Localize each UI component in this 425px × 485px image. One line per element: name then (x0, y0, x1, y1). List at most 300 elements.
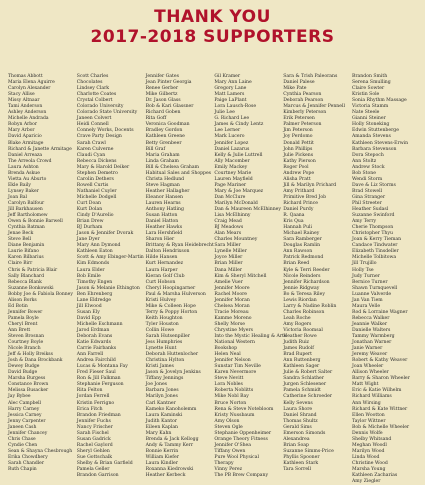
supporter-name: Connely Works, Docents (76, 128, 134, 134)
supporter-name: Gianni Steiner (351, 116, 386, 122)
supporter-name: Cyndie Chen (8, 442, 38, 448)
supporter-name: Brandon Friedman (76, 412, 121, 418)
supporter-name: Joan Wheeler (351, 364, 384, 370)
supporter-name: Cheryl Hoopingarner (145, 285, 196, 291)
supporter-name: Hilde Hansen (145, 255, 178, 261)
supporter-name: Andrea Fairchild (76, 358, 116, 364)
supporter-name: Blake Armitage (8, 140, 44, 146)
supporter-name: Fred Fieser Saul (76, 370, 116, 376)
supporter-name: Bob Emile (76, 273, 101, 279)
supporter-name: Rebecca Dickens (76, 158, 117, 164)
supporter-name: Andy & Tammy Kerr (145, 442, 194, 448)
supporter-name: Orange Theory Fitness (214, 436, 268, 442)
supporter-name: Keith Houghton (145, 315, 183, 321)
supporter-name: Roger Pool (283, 164, 309, 170)
supporter-name: Nate Steele (351, 110, 380, 116)
supporter-name: Steve Bell (8, 237, 32, 243)
supporter-name: Matt Wight (351, 382, 379, 388)
header (0, 0, 425, 68)
supporter-name: Judith Kantor (145, 418, 178, 424)
supporter-name: Jeannie Walker (351, 321, 388, 327)
supporter-name: Carolin Dethers (76, 176, 114, 182)
supporter-name: Mary Ann Laine (214, 80, 252, 86)
supporter-name: Tami Anderson (8, 104, 43, 110)
supporter-name: Brian Miller (214, 261, 243, 267)
supporter-name: Sheryl Gehlen (76, 448, 110, 454)
supporter-name: Kurt Dolan (76, 207, 103, 213)
supporter-name: Mike Nobl Bay (214, 394, 249, 400)
supporter-name: Kathleen Greene (145, 134, 185, 140)
supporter-name: Rod & Lorraine Wagner (351, 309, 408, 315)
supporter-name: Nicole Reinders (283, 273, 321, 279)
supporter-name: David Budge (8, 370, 38, 376)
supporter-name: Sarah Chandler (8, 461, 44, 466)
supporter-name: Allison Wheeler (351, 370, 389, 376)
supporter-name: Sarah Fischel (76, 430, 109, 436)
supporter-name: Tammy Warmberg (351, 334, 395, 340)
supporter-name: Jason & Melanie Ethington (76, 285, 140, 291)
supporter-name: Sarah Hutsenpiller (145, 334, 190, 340)
supporter-name: Chocolates (76, 80, 103, 86)
supporter-name: Christine Wood (351, 461, 388, 466)
supporter-name: Alisha Pratt (283, 176, 311, 182)
supporter-name: Jessica Carney (8, 412, 42, 418)
supporter-name: Holly Stoneking (351, 122, 390, 128)
supporter-name: Lora Lausch-Rose (214, 104, 257, 110)
supporter-name: John Phillips (283, 146, 313, 152)
supporter-name: Jill Trujillo (351, 261, 377, 267)
supporter-name: Kathleen Stark (283, 461, 319, 466)
supporter-name: Lewis Riordan (283, 297, 317, 303)
supporter-name: Ann Wirsing (351, 400, 381, 406)
supporter-name: Bookshop (214, 346, 238, 352)
supporter-name: Daniel Lazarus (214, 146, 250, 152)
supporter-name: Katie Edwards (76, 340, 111, 346)
supporter-name: Ann Stoltz (351, 158, 377, 164)
supporter-name: Tiffany Owen (214, 448, 246, 454)
supporter-name: Phil Streeter (351, 200, 382, 206)
supporter-name: Kurt Hernandez (145, 261, 184, 267)
supporter-name: Therapy (214, 461, 234, 466)
supporter-name: Kristi Hulvey (145, 297, 177, 303)
supporter-name: Bob & Michelle Wheeler (351, 424, 410, 430)
supporter-name: Alexandrea (283, 436, 310, 442)
supporter-name: Jill & Marilyn Prichard (283, 182, 337, 188)
supporter-name: James & Cindy Lentz (214, 122, 264, 128)
supporter-name: Courtney Boyle (8, 340, 44, 346)
supporter-name: Jennifer Lopez (214, 140, 249, 146)
supporter-name: Kristi James (145, 364, 174, 370)
supporter-name: Pure Wool Physical (214, 454, 259, 460)
supporter-name: Anthony Hatling (145, 207, 184, 213)
supporter-name: Jill Barkhausen (8, 207, 43, 213)
supporter-name: Ed Botin (8, 303, 28, 309)
supporter-name: Richard Goben (145, 110, 181, 116)
supporter-name: Laura Shore (283, 406, 313, 412)
supporter-name: Sue Gottschalk (76, 454, 113, 460)
supporter-name: Curt Hobson (145, 279, 176, 285)
supporter-name: Lynette Hunt (145, 346, 177, 352)
supporter-name: Serena Smulling (351, 80, 391, 86)
supporter-name: Chrystine Myers (214, 327, 254, 333)
supporter-name: Jennifer Bower (8, 309, 43, 315)
supporter-name: Maria Elena Aguirre (8, 80, 55, 86)
supporter-name: Steve Hagman (145, 182, 180, 188)
supporter-name: Kathy Pierson (283, 158, 316, 164)
supporter-name: Amelie Vuer (214, 279, 243, 285)
supporter-name: Craig Mead (214, 219, 242, 225)
supporter-name: Laura Kindler (145, 461, 178, 466)
supporter-name: Primitive Bred Job (283, 194, 327, 200)
supporter-name: Emily Mackey (214, 164, 248, 170)
supporter-name: Dan McClure (214, 194, 246, 200)
supporter-name: Vietta Au Aburto (8, 176, 47, 182)
supporter-name: Kameko Kanoholemm (145, 406, 197, 412)
supporter-name: Lindsey Clark (76, 86, 110, 92)
supporter-name: Amy Ziegler (351, 479, 381, 485)
supporter-name: Amy Olson (214, 418, 240, 424)
supporter-name: Jenny Carpenter (8, 418, 46, 424)
supporter-name: G. Richard Lee (214, 116, 250, 122)
supporter-name: Helen Neal (214, 352, 241, 358)
supporter-name: Alison Borks (8, 297, 37, 303)
supporter-name: Suzanne Swinford (351, 213, 395, 219)
supporter-name: Jason & Jennifer Dvorak (76, 231, 134, 237)
supporter-name: Stephen Demetro (76, 170, 118, 176)
supporter-name: Dewey Budge (8, 364, 40, 370)
supporter-name: Jonathan Warner (351, 340, 392, 346)
supporter-name: Kimberly Peterson (283, 110, 327, 116)
supporter-name: Lisa McElhinny (214, 213, 251, 219)
supporter-name: Lynsey Baker (8, 188, 39, 194)
supporter-name: Christa Hedlund (145, 176, 185, 182)
supporter-name: Julie Pickens (283, 152, 314, 158)
supporter-name: National Western (214, 340, 255, 346)
supporter-name: Erica Fitch (76, 406, 103, 412)
supporter-name: Pamela Schmidt (283, 388, 321, 394)
supporter-name: Roxanna Kiedrowski (145, 467, 194, 473)
supporter-name: Linda Wood (351, 454, 380, 460)
supporter-name: Heather Hallagher (145, 188, 190, 194)
supporter-name: Jim Peterson (283, 128, 313, 134)
supporter-name: Sandra Schlather (283, 376, 324, 382)
supporter-name: Eric & Katie Wilhelm (351, 388, 402, 394)
supporter-name: Luanne Valverde (351, 291, 392, 297)
supporter-name: Brad Rupert (283, 352, 313, 358)
supporter-name: R. Qaana (283, 213, 305, 219)
supporter-name: Marcus & Jennifer Pennell (283, 104, 345, 110)
supporter-name: Veronica Goodman (145, 122, 190, 128)
supporter-name: Sunstar Tim Neville (214, 364, 261, 370)
supporter-name: BJ Durham (76, 225, 103, 231)
supporter-name: Patrick Redmond (283, 255, 324, 261)
supporter-name: Lane Eldredge (76, 297, 112, 303)
supporter-name: Rebecca Walker (351, 315, 390, 321)
supporter-name: Steven Ogle (214, 424, 243, 430)
supporter-name: Robert & Kathy Weaver (351, 358, 408, 364)
supporter-name: Into the Mystic Healing & Arts (214, 334, 287, 340)
supporter-name: Mike Gilbertz (145, 92, 178, 98)
supporter-name: David Aparicio (8, 134, 42, 140)
supporter-name: Carolyn Alexander (8, 86, 51, 92)
supporter-name: Steven Brosnan (8, 334, 45, 340)
supporter-name: Claire Birr (8, 261, 33, 267)
supporter-name: Daniel Shrand (283, 412, 317, 418)
supporter-name: Brian Drew (76, 219, 104, 225)
supporter-name: Karen Culverne (76, 146, 114, 152)
supporter-name: Laura Elder (76, 267, 105, 273)
supporter-name: Richard & Janette Armitage (8, 146, 72, 152)
supporter-name: Owen & Bonnie Barwell (8, 219, 63, 225)
supporter-name: Ben Ehrenberg (76, 291, 113, 297)
supporter-name: Kathleen Zacharias (351, 473, 398, 479)
supporters-columns (8, 74, 420, 485)
supporter-name: Jeff Bartholomew (8, 213, 48, 219)
supporter-name: Mary Ann Dymond (76, 243, 121, 249)
supporter-name: Michelle Tolbitowa (351, 255, 397, 261)
supporter-name: Charlotte Coates (76, 92, 117, 98)
supporter-name: Phyllis Spooner (283, 454, 320, 460)
supporter-name: Meghan Woodl (351, 442, 387, 448)
supporter-name: Brenda Askue (8, 170, 40, 176)
supporter-name: Cynthia Batman (8, 225, 45, 231)
supporter-name: Leah Roche (283, 315, 311, 321)
supporter-name: Betty Grenbeer (145, 140, 182, 146)
supporter-name: Sonia Rhythm Massage (351, 98, 407, 104)
supporter-name: Rita Goff (145, 116, 167, 122)
supporter-name: Bradley Gordon (145, 128, 183, 134)
supporter-name: Elizabeth Tinsdeller (351, 249, 399, 255)
supporter-name: Heather Sudasl (351, 207, 389, 213)
supporter-name: Rita Felton (76, 388, 103, 394)
supporter-name: Bernice Turner (351, 279, 388, 285)
supporter-name: Jeff & Holly Breikss (8, 352, 53, 358)
supporter-name: Kim Edmonds (76, 261, 110, 267)
supporter-name: Danielle Walters (351, 327, 391, 333)
supporter-name: Laura Kaminski (145, 412, 183, 418)
supporter-name: Janie Warner (351, 346, 383, 352)
supporter-name: Susan Hatton (145, 213, 178, 219)
supporter-name: Jennifer Fuchs (76, 418, 111, 424)
supporter-name: Richard Williams (351, 394, 392, 400)
supporter-name: Heidi Connell (76, 122, 109, 128)
supporter-name: Mark Lucero (214, 134, 245, 140)
supporter-name: Vinny Perez (214, 467, 243, 473)
supporter-name: Ann Ruttenberg (283, 358, 321, 364)
supporter-name: Heather Rowe (283, 334, 317, 340)
supporter-name: Laurie Bifano (8, 249, 39, 255)
supporter-name: Richard & Kate Wittner (351, 406, 408, 412)
supporter-name: Kelly & Julie Luttrell (214, 152, 263, 158)
supporter-name: Jenae Beck (8, 231, 34, 237)
supporter-name: Jeremy Weaver (351, 352, 388, 358)
supporter-name: Lauren Mayfield (214, 176, 253, 182)
supporter-name: Deborah Evans (76, 334, 113, 340)
supporter-column-6 (351, 74, 420, 485)
supporter-name: Christina Hylton (145, 358, 185, 364)
supporter-name: Bob Stone (351, 170, 376, 176)
supporter-name: Brian Soap (283, 442, 309, 448)
supporter-name: Jarod Erdman (76, 327, 110, 333)
supporter-name: Julie Lee (214, 110, 235, 116)
supporter-name: Roberta Noblitts (214, 388, 254, 394)
supporter-name: Bob & Kari Glassner (145, 104, 194, 110)
supporter-name: Courtney Marie (214, 170, 252, 176)
supporter-name: BJ Meadows (214, 225, 244, 231)
supporter-name: Jennifer Chancey (8, 430, 48, 436)
supporter-column-5 (283, 74, 351, 476)
supporter-name: Page Mariner (214, 182, 247, 188)
supporter-name: Rachel Gaylord (76, 442, 113, 448)
supporter-name: Dave & Liz Storms (351, 182, 396, 188)
supporter-name: Kristin Sole (351, 92, 380, 98)
supporter-name: Collin Howe (145, 327, 175, 333)
supporter-name: Richard Prince (283, 200, 318, 206)
supporter-name: Harry Carney (8, 406, 40, 412)
supporter-name: Cynthia Pearson (283, 92, 322, 98)
supporter-name: David Epp (76, 315, 101, 321)
supporter-name: Eleanor Hansen (145, 194, 183, 200)
supporter-name: Kyle & Terri Reeder (283, 267, 330, 273)
supporter-name: Holly Tse (351, 267, 374, 273)
supporter-name: Kathleen Sager (283, 364, 320, 370)
supporter-name: Pamela Geller (76, 467, 110, 473)
supporter-name: Jurgen Schlesener (283, 382, 327, 388)
supporter-name: Gregory Lane (214, 86, 247, 92)
supporter-name: Jennifer Moore (214, 285, 250, 291)
supporter-name: Bruce Norton (214, 400, 247, 406)
supporter-name: Sarah Crawl (76, 140, 106, 146)
supporter-name: Jason & Jovelyn Jenkins (145, 370, 201, 376)
supporter-name: Nancy Frischer (76, 424, 113, 430)
supporter-name: Wendi Storm (351, 176, 383, 182)
supporter-name: Claudi Cyan (76, 152, 106, 158)
supporter-name: Timothy Engen (76, 279, 113, 285)
supporter-name: Thomas Abbott (8, 74, 43, 79)
supporter-name: Ally Macomber (214, 158, 250, 164)
supporter-name: Scott Charles (76, 74, 109, 79)
supporter-name: Nicole Branch (8, 346, 41, 352)
supporter-name: Suzanne Simms-Price (283, 448, 334, 454)
supporter-name: Robyn Arbor (8, 122, 37, 128)
supporter-name: Sara Miller (214, 243, 241, 249)
supporter-name: Rachel Moore (214, 291, 248, 297)
supporter-name: Sara & Trish Paleorans (283, 74, 338, 79)
supporter-name: Jane Dyer (76, 237, 100, 243)
supporter-name: Curt Doan (76, 200, 101, 206)
supporter-name: Stephanie Ferguson (76, 382, 124, 388)
supporter-name: Judy Turner (351, 273, 380, 279)
supporter-name: Rowell Curtis (76, 182, 109, 188)
supporter-name: Douglas Ramlin (283, 243, 321, 249)
supporter-name: Ann Farrell (76, 352, 104, 358)
supporter-name: Gina Stranger (351, 194, 386, 200)
supporter-name: Habitual Sales and Shoppes (145, 170, 212, 176)
supporter-name: Steve Nevitt (214, 376, 244, 382)
supporter-name: Cherie Thompson (351, 225, 394, 231)
supporter-name: Jennifer O'Shea (214, 442, 252, 448)
supporter-name: Rena & Steve Notebloom (214, 406, 274, 412)
supporter-name: Bobby Joe & Fabiola Bonney (8, 291, 73, 297)
supporter-name: Suzanne Bonkowski (8, 285, 54, 291)
title-supporters-year: 2017-2018 SUPPORTERS (90, 27, 335, 47)
supporter-name: Daniel Purdy (283, 207, 314, 213)
supporter-name: Joan Bal (8, 194, 27, 200)
supporter-name: Jennifer Richardson (283, 279, 330, 285)
supporter-name: Jean Pinter Georgia (145, 80, 192, 86)
supporter-name: Marsha Young (351, 467, 386, 473)
supporter-name: Alec Campbell (8, 400, 41, 406)
supporter-name: Karen Nevermore (214, 370, 257, 376)
supporter-name: Kristy Nussbaum (214, 412, 255, 418)
supporter-name: Charles Robinson (283, 309, 325, 315)
supporter-name: Josh & Dana Brockbank (8, 358, 63, 364)
supporter-name: Kathleen Eaton (76, 249, 113, 255)
supporter-name: Bo & Teresa Riley (283, 291, 325, 297)
supporter-name: Pamela Boyle (8, 315, 39, 321)
supporter-name: Cindy D'Aurelio (76, 213, 114, 219)
supporter-name: Michelle Eschmann (76, 321, 123, 327)
supporter-name: Marilyn Wood (351, 448, 385, 454)
supporter-name: Ann Brett (8, 327, 31, 333)
supporter-name: Marilyn McDonald (214, 200, 258, 206)
supporter-name: Paige LaPlant (214, 98, 247, 104)
supporter-name: Lynelle Miller (214, 249, 247, 255)
supporter-name: Constance Brown (8, 382, 49, 388)
supporter-name: Michelle Dodgell (76, 194, 117, 200)
supporter-name: Amy Rogers (283, 321, 312, 327)
supporter-name: Mary & Harold Deiker (76, 164, 130, 170)
supporter-name: Chelsea Moran (214, 303, 250, 309)
supporter-name: Hannah Puli (283, 225, 312, 231)
supporter-column-2 (76, 74, 145, 479)
supporter-column-4 (214, 74, 287, 479)
supporter-name: Maura Velle (351, 303, 381, 309)
supporter-name: Victoria Roomsal (283, 327, 323, 333)
supporter-name: Marilyn Jones (145, 394, 178, 400)
supporter-name: Rebecca Blank (8, 279, 42, 285)
supporter-name: Lucas & Montana Fay (76, 364, 128, 370)
supporter-name: Lee Lerner (214, 128, 241, 134)
supporter-name: Kieran Golf Club (145, 273, 185, 279)
supporter-name: Jay Bybee (8, 394, 31, 400)
supporter-name: Ashley Anderson (8, 110, 47, 116)
supporter-name: Dan & Maureen McElhinney (214, 207, 281, 213)
supporter-name: Palmer Peterson (283, 122, 322, 128)
supporter-name: Candace Tindwater (351, 243, 398, 249)
supporter-name: Kristin Ferrigno (76, 400, 115, 406)
supporter-name: Amy Prithard (283, 188, 315, 194)
supporter-name: Brian Reed (283, 261, 310, 267)
supporter-name: Jordan Ferrell (76, 394, 110, 400)
supporter-name: Dr. Jason Glass (145, 98, 181, 104)
supporter-name: James Rudolf (283, 346, 314, 352)
supporter-name: Stacy Allise (8, 92, 35, 98)
supporter-name: Terry & Poppy Horton (145, 309, 198, 315)
supporter-name: Joe Jones (145, 382, 168, 388)
supporter-name: Sharon Hier (145, 237, 175, 243)
supporter-name: Scott & Amy Ebinger-Martin (76, 255, 144, 261)
supporter-name: Ann Rawson (283, 249, 313, 255)
supporter-name: Edwin Stuttenberge (351, 128, 399, 134)
supporter-name: Diane Benjamin (8, 243, 45, 249)
supporter-name: Melissa Busacker (8, 388, 49, 394)
supporter-name: Renee Gerber (145, 86, 179, 92)
supporter-name: Jennifer Nelson (214, 358, 251, 364)
supporter-name: Mary Arbor (8, 128, 35, 134)
supporter-name: Erik Petersen (283, 116, 315, 122)
supporter-name: Jess Humphries (145, 340, 183, 346)
